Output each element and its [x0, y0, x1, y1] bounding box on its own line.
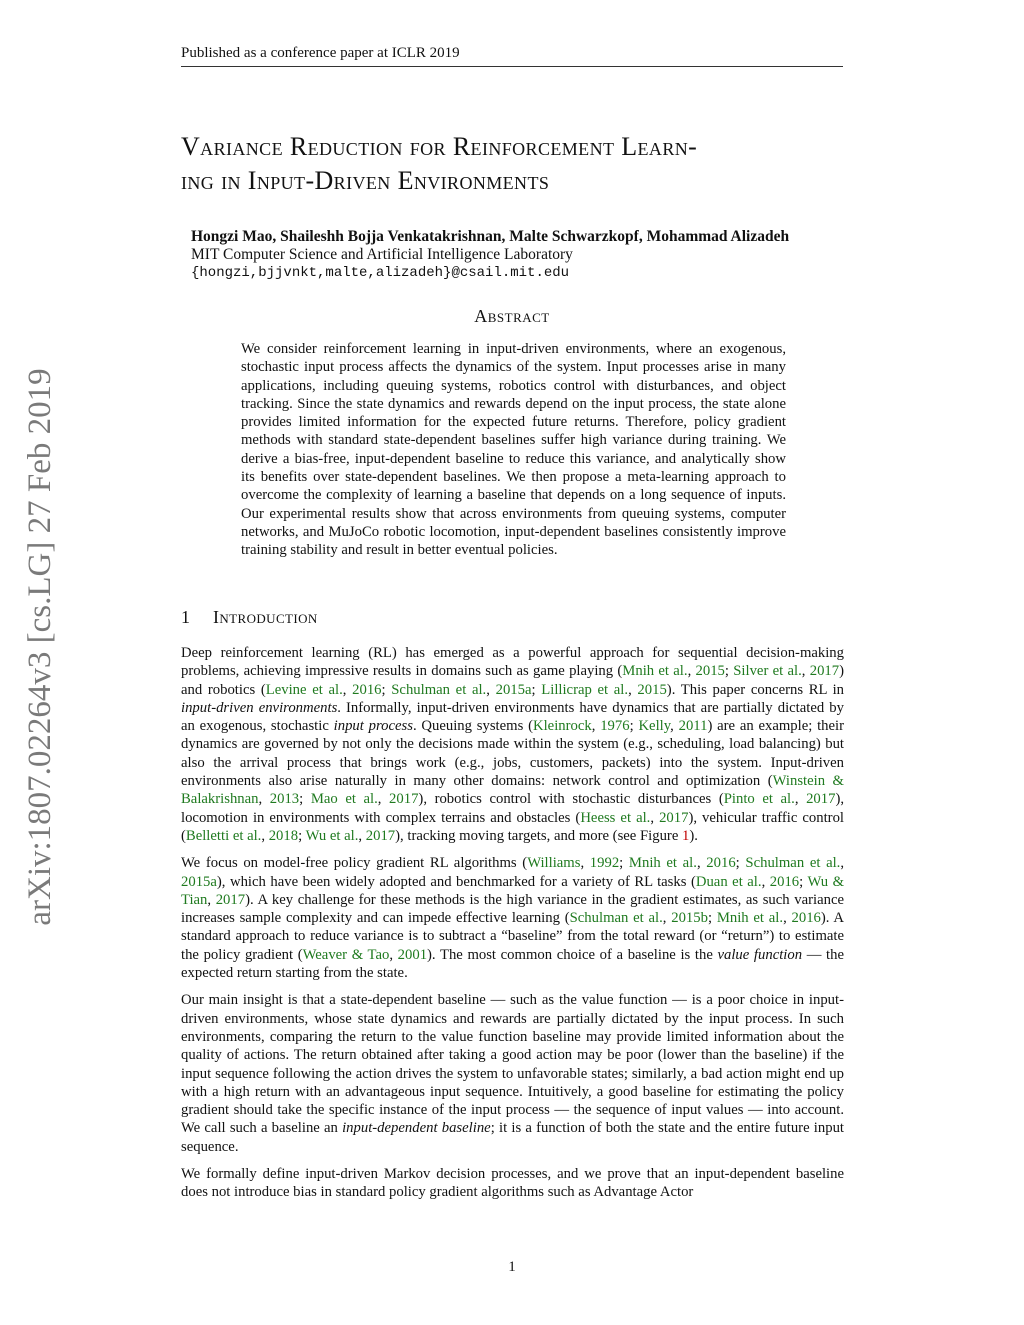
section-title: Introduction — [213, 607, 318, 627]
section-number: 1 — [181, 607, 191, 627]
citation-link[interactable]: Kleinrock — [532, 718, 592, 735]
citation-link[interactable]: 2017 — [365, 827, 396, 844]
citation-link[interactable]: 2015 — [637, 681, 667, 698]
citation-link[interactable]: Mnih et al. — [716, 910, 784, 927]
citation-link[interactable]: Wu & Tian — [181, 873, 845, 908]
citation-link[interactable]: Williams — [527, 855, 581, 872]
citation-link[interactable]: 1976 — [600, 718, 630, 735]
section-heading — [181, 607, 318, 628]
citation-link[interactable]: Weaver & Tao — [302, 946, 390, 963]
citation-link[interactable]: Heess et al. — [580, 809, 651, 826]
citation-link[interactable]: Kelly — [638, 718, 671, 735]
emphasis: input process — [333, 718, 413, 735]
citation-link[interactable]: 2015 — [695, 663, 725, 680]
paragraph: We focus on model-free policy gradient RL algorithms (Williams, 1992; Mnih et al., 2016; Schulman et al., 2015a), which have been widely adopted and benchmarked for a variety of RL tasks (Duan et al., 2016; Wu & Tian, 2017). A key challenge for these methods is the high variance in the gradient estimates, as such variance increases sample complexity and can impede effective learning (Schulman et al., 2015b; Mnih et al., 2016). A standard approach to reduce variance is to subtract a “baseline” from the total reward (or “return”) to estimate the policy gradient (Weaver & Tao, 2001). The most common choice of a baseline is the value function — the expected return starting from the state. — [181, 855, 845, 982]
paragraph: Deep reinforcement learning (RL) has emerged as a powerful approach for sequential decision-making problems, achieving impressive results in domains such as game playing (Mnih et al., 2015; Silver et al., 2017) and robotics (Levine et al., 2016; Schulman et al., 2015a; Lillicrap et al., 2015). This paper concerns RL in input-driven environments. Informally, input-driven environments have dynamics that are partially dictated by an exogenous, stochastic input process. Queuing systems (Kleinrock, 1976; Kelly, 2011) are an example; their dynamics are governed by not only the decisions made within the system (e.g., scheduling, load balancing) but also the arrival process that brings work (e.g., jobs, customers, packets) into the system. Input-driven environments also arise naturally in many other domains: network control and optimization (Winstein & Balakrishnan, 2013; Mao et al., 2017), robotics control with stochastic disturbances (Pinto et al., 2017), locomotion in environments with complex terrains and obstacles (Heess et al., 2017), vehicular traffic control (Belletti et al., 2018; Wu et al., 2017), tracking moving targets, and more (see Figure 1). — [181, 645, 845, 844]
abstract-text: We consider reinforcement learning in input-driven environments, where an exogenous, stochastic input process affects the dynamics of the system. Input processes arise in many applications, including queuing systems, robotics control with disturbances, and object tracking. Since the state dynamics and rewards depend on the input process, the state alone provides limited information for the expected future returns. Therefore, policy gradient methods with standard state-dependent baselines suffer high variance during training. We derive a bias-free, input-dependent baseline to reduce this variance, and analytically show its benefits over state-dependent baselines. We then propose a meta-learning approach to overcome the complexity of learning a baseline that depends on a long sequence of inputs. Our experimental results show that across environments from queuing systems, computer networks, and MuJoCo robotic locomotion, input-dependent baselines consistently improve training stability and result in better eventual policies. — [241, 341, 786, 559]
paragraph: Our main insight is that a state-dependent baseline — such as the value function — is a poor choice in input-driven environments, whose state dynamics and rewards are partially dictated by the input process. In such environments, comparing the return to the value function baseline may provide limited information about the quality of actions. The return obtained after taking a good action may be poor (lower than the baseline) if the input sequence following the action drives the system to unfavorable states; similarly, a bad action might end up with a high return with an advantageous input sequence. Intuitively, a good baseline for estimating the policy gradient should take the specific instance of the input process — the sequence of input values — into account. We call such a baseline an input-dependent baseline; it is a function of both the state and the entire future input sequence. — [181, 992, 844, 1155]
citation-link[interactable]: Wu et al. — [305, 827, 359, 844]
citation-link[interactable]: Pinto et al. — [723, 791, 795, 808]
citation-link[interactable]: 2017 — [215, 891, 246, 908]
citation-link[interactable]: 2016 — [791, 910, 821, 927]
citation-link[interactable]: Mnih et al. — [628, 855, 697, 872]
citation-link[interactable]: Belletti et al. — [185, 827, 262, 844]
citation-link[interactable]: Silver et al. — [733, 663, 802, 680]
citation-link[interactable]: Schulman et al. — [391, 681, 487, 698]
paragraph: We formally define input-driven Markov decision processes, and we prove that an input-dependent baseline does not introduce bias in standard policy gradient algorithms such as Advantage Actor — [181, 1166, 844, 1201]
citation-link[interactable]: 2017 — [806, 791, 836, 808]
section-body — [181, 644, 844, 1211]
emphasis: value function — [717, 946, 803, 963]
citation-link[interactable]: 2015b — [671, 910, 708, 927]
citation-link[interactable]: 2017 — [659, 809, 689, 826]
emphasis: input-driven environments — [181, 699, 338, 716]
citation-link[interactable]: Lillicrap et al. — [541, 681, 629, 698]
citation-link[interactable]: 1992 — [589, 855, 620, 872]
citation-link[interactable]: 2013 — [269, 791, 300, 808]
citation-link[interactable]: 2015a — [181, 873, 217, 890]
citation-link[interactable]: 2017 — [389, 791, 419, 808]
page-number: 1 — [508, 1259, 516, 1275]
citation-link[interactable]: Winstein & Balakrishnan — [181, 773, 844, 808]
citation-link[interactable]: Schulman et al. — [745, 855, 841, 872]
citation-link[interactable]: 2016 — [352, 681, 382, 698]
citation-link[interactable]: Duan et al. — [695, 873, 762, 890]
emphasis: input-dependent baseline — [342, 1120, 491, 1137]
citation-link[interactable]: 2011 — [678, 718, 708, 735]
citation-link[interactable]: Mnih et al. — [622, 663, 688, 680]
arxiv-identifier: arXiv:1807.02264v3 [cs.LG] 27 Feb 2019 — [22, 368, 58, 926]
citation-link[interactable]: 2016 — [769, 873, 800, 890]
figure-ref-link[interactable]: 1 — [682, 827, 690, 844]
author-block — [191, 228, 851, 282]
citation-link[interactable]: 2018 — [268, 827, 299, 844]
author-emails: {hongzi,bjjvnkt,malte,alizadeh}@csail.mit.edu — [191, 265, 570, 281]
abstract-heading: Abstract — [474, 306, 550, 326]
citation-link[interactable]: Mao et al. — [310, 791, 378, 808]
citation-link[interactable]: Schulman et al. — [569, 910, 663, 927]
citation-link[interactable]: 2001 — [397, 946, 428, 963]
citation-link[interactable]: 2017 — [809, 663, 840, 680]
paper-title — [181, 130, 851, 198]
author-names: Hongzi Mao, Shaileshh Bojja Venkatakrishnan, Malte Schwarzkopf, Mohammad Alizadeh — [191, 228, 790, 245]
running-header: Published as a conference paper at ICLR 2019 — [181, 44, 843, 67]
citation-link[interactable]: Levine et al. — [265, 681, 343, 698]
author-affiliation: MIT Computer Science and Artificial Intelligence Laboratory — [191, 246, 573, 263]
title-line-2: ing in Input-Driven Environments — [181, 166, 550, 195]
citation-link[interactable]: 2016 — [706, 855, 736, 872]
citation-link[interactable]: 2015a — [495, 681, 532, 698]
title-line-1: Variance Reduction for Reinforcement Learn- — [181, 132, 698, 161]
